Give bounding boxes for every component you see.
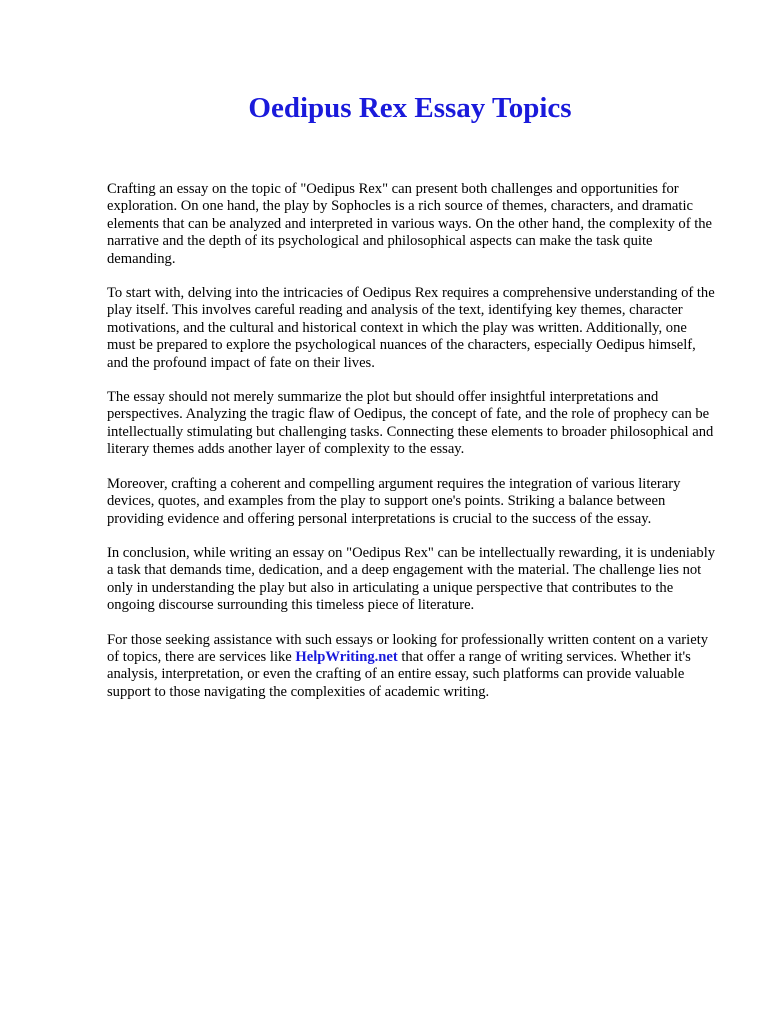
paragraph-4: Moreover, crafting a coherent and compelling argument requires the integration of various literary devices, quotes, and examples from the play to support one's points. Striking a balance between providing evidence and offering personal interpretations is crucial to the success of the essay. [107,475,681,527]
essay-body [107,181,717,718]
paragraph-2: To start with, delving into the intricacies of Oedipus Rex requires a comprehensive understanding of the play itself. This involves careful reading and analysis of the text, identifying key themes, character motivations, and the cultural and historical context in which the play was written. Additionally, one must be prepared to explore the psychological nuances of the characters, especially Oedipus himself, and the profound impact of fate on their lives. [107,285,715,371]
helpwriting-link[interactable]: HelpWriting.net [295,648,398,665]
paragraph-6-text-before-link: For those seeking assistance with such essays or looking for professionally written content on a variety of topics, there are services like [107,631,709,665]
paragraph-3: The essay should not merely summarize the plot but should offer insightful interpretations and perspectives. Analyzing the tragic flaw of Oedipus, the concept of fate, and the role of prophecy can be intellectually stimulating but challenging tasks. Connecting these elements to broader philosophical and literary themes adds another layer of complexity to the essay. [107,389,714,458]
paragraph-6-text-after-link: that offer a range of writing services. Whether it's analysis, interpretation, or even the crafting of an entire essay, such platforms can provide valuable support to those navigating the complexities of academic writing. [107,648,691,700]
paragraph-6 [107,632,717,702]
page-title: Oedipus Rex Essay Topics [248,92,572,124]
paragraph-1: Crafting an essay on the topic of "Oedipus Rex" can present both challenges and opportunities for exploration. On one hand, the play by Sophocles is a rich source of themes, characters, and dramatic elements that can be analyzed and interpreted in various ways. On the other hand, the complexity of the narrative and the depth of its psychological and philosophical aspects can make the task quite demanding. [107,181,713,267]
paragraph-5: In conclusion, while writing an essay on "Oedipus Rex" can be intellectually rewarding, it is undeniably a task that demands time, dedication, and a deep engagement with the material. The challenge lies not only in understanding the play but also in articulating a unique perspective that contributes to the ongoing discourse surrounding this timeless piece of literature. [107,544,716,614]
